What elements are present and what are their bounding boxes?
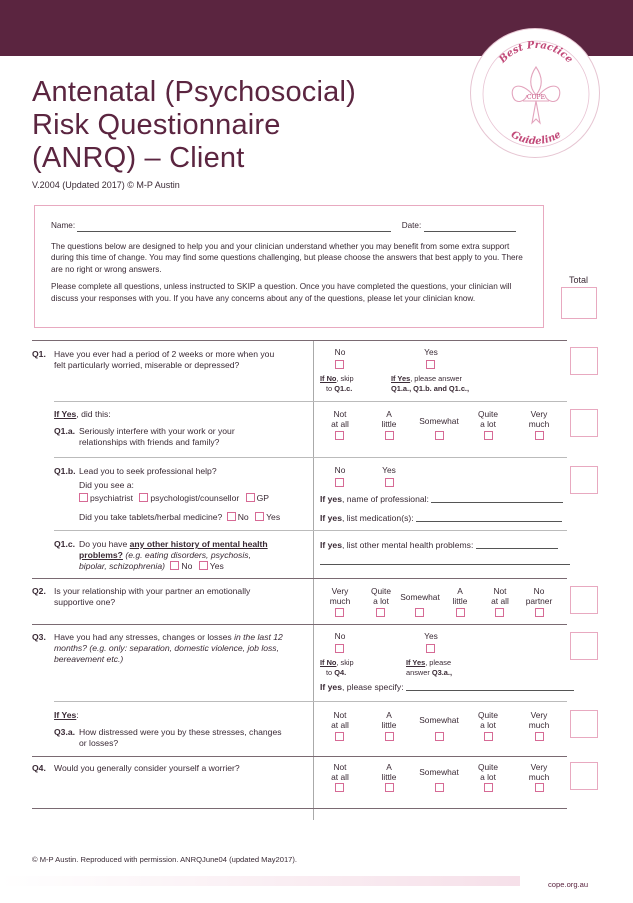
q1a-quite-a-lot-checkbox[interactable] <box>484 431 493 440</box>
section-divider <box>32 340 567 341</box>
list-med-text: , list medication(s): <box>341 513 414 523</box>
q3a-text-line: or losses? <box>79 738 119 748</box>
q1-yes-instruction <box>391 374 511 394</box>
scale-line: little <box>381 771 397 782</box>
q2-text-line: supportive one? <box>54 597 116 607</box>
q1a-text-line: Seriously interfere with your work or your <box>79 426 235 436</box>
q1c-text <box>79 539 299 572</box>
scale-line: Quite <box>370 586 392 596</box>
q1a-intro <box>54 409 111 420</box>
tablets-no-checkbox[interactable] <box>227 512 236 521</box>
scale-line: much <box>528 719 550 730</box>
q1a-text <box>79 426 235 448</box>
tablets-question <box>79 512 280 523</box>
svg-text:Guideline <box>509 129 563 147</box>
q1-yes-checkbox[interactable] <box>426 360 435 369</box>
q1c-no-label: No <box>181 561 193 571</box>
q3-yes-label: Yes <box>424 631 438 641</box>
column-divider <box>313 340 314 820</box>
scale-line: Very <box>530 409 548 419</box>
scale-line: Very <box>331 586 349 596</box>
q2-no-partner-checkbox[interactable] <box>535 608 544 617</box>
q1b-yes-label: Yes <box>382 465 396 475</box>
q4-somewhat-checkbox[interactable] <box>435 783 444 792</box>
q3-text <box>54 632 309 665</box>
q1-no-label: No <box>334 347 346 357</box>
q3a-text-line: How distressed were you by these stresses, changes <box>79 727 282 737</box>
scale-line: at all <box>331 771 349 782</box>
q3-text-part: months? (e.g. only: separation, domestic violence, job loss, <box>54 643 279 653</box>
q3a-text <box>79 727 282 749</box>
q2-very-much-checkbox[interactable] <box>335 608 344 617</box>
q1b-score-box[interactable] <box>570 466 598 494</box>
psychiatrist-checkbox[interactable] <box>79 493 88 502</box>
q2-text <box>54 586 250 608</box>
footer-url[interactable]: cope.org.au <box>548 880 589 889</box>
q2-score-box[interactable] <box>570 586 598 614</box>
q2-quite-a-lot-checkbox[interactable] <box>376 608 385 617</box>
scale-line: Quite <box>477 710 499 720</box>
footer-copyright: © M-P Austin. Reproduced with permission. ANRQJune04 (updated May2017). <box>32 855 298 864</box>
q2-very-much-label <box>320 587 360 606</box>
scale-very-much <box>519 711 559 730</box>
total-score-box[interactable] <box>561 287 597 319</box>
scale-somewhat: Somewhat <box>419 715 459 725</box>
if-yes-text: If yes <box>320 513 342 523</box>
footer-bar <box>0 876 520 886</box>
gp-checkbox[interactable] <box>246 493 255 502</box>
q3a-number: Q3.a. <box>54 727 76 737</box>
q1a-somewhat-checkbox[interactable] <box>435 431 444 440</box>
page-title <box>32 76 356 175</box>
if-yes-text: If Yes <box>406 658 426 667</box>
q1c-text-part: (e.g. eating disorders, psychosis, <box>125 550 251 560</box>
scale-line: at all <box>331 418 349 429</box>
answer-target: Q3.a., <box>431 668 453 677</box>
scale-not-at-all <box>320 763 360 782</box>
colon-text: : <box>76 710 79 720</box>
if-yes-text: If yes <box>320 682 342 692</box>
scale-not-at-all <box>320 410 360 429</box>
q1b-professional-options <box>79 493 269 504</box>
if-yes-text: If Yes <box>54 710 77 720</box>
psychiatrist-label: psychiatrist <box>90 493 133 503</box>
subsection-divider <box>54 530 567 531</box>
scale-line: little <box>452 595 468 606</box>
scale-line: Quite <box>477 762 499 772</box>
scale-line: A <box>386 409 392 419</box>
scale-somewhat: Somewhat <box>419 767 459 777</box>
q2-somewhat-checkbox[interactable] <box>415 608 424 617</box>
scale-somewhat: Somewhat <box>419 416 459 426</box>
scale-line: little <box>381 418 397 429</box>
q2-text-line: Is your relationship with your partner an emotionally <box>54 586 251 596</box>
if-yes-text: If Yes <box>54 409 77 419</box>
scale-a-little <box>369 410 409 429</box>
other-problems-input-2[interactable] <box>320 556 570 565</box>
scale-line: a lot <box>480 418 496 429</box>
q1b-number: Q1.b. <box>54 466 76 476</box>
best-practice-seal <box>470 28 600 158</box>
total-label: Total <box>569 275 589 285</box>
skip-target: Q1.c. <box>334 384 353 393</box>
q1-number: Q1. <box>32 349 46 359</box>
q3a-somewhat-checkbox[interactable] <box>435 732 444 741</box>
title-line-3: (ANRQ) – Client <box>32 142 245 174</box>
answer-targets: Q1.a., Q1.b. and Q1.c., <box>391 384 470 393</box>
tablets-yes-checkbox[interactable] <box>255 512 264 521</box>
q4-not-at-all-checkbox[interactable] <box>335 783 344 792</box>
q3-number: Q3. <box>32 632 46 642</box>
q3-score-box[interactable] <box>570 632 598 660</box>
other-problems-line-2 <box>320 556 570 567</box>
skip-text: , skip <box>336 374 354 383</box>
q4-text: Would you generally consider yourself a worrier? <box>54 763 240 773</box>
date-field[interactable] <box>424 231 516 232</box>
q3-specify-input[interactable] <box>406 682 574 691</box>
q1-text-line: felt particularly worried, miserable or depressed? <box>54 360 240 370</box>
q1-no-checkbox[interactable] <box>335 360 344 369</box>
name-prof-text: , name of professional: <box>341 494 429 504</box>
q1c-yes-checkbox[interactable] <box>199 561 208 570</box>
q3-yes-checkbox[interactable] <box>426 644 435 653</box>
if-yes-text: If yes <box>320 540 342 550</box>
q1c-yes-label: Yes <box>209 561 224 571</box>
svg-text:Best Practice <box>497 40 575 66</box>
scale-line: A <box>457 586 463 596</box>
scale-a-little <box>369 763 409 782</box>
q3-text-part: in the last 12 <box>234 632 283 642</box>
section-divider <box>32 624 567 625</box>
q1b-text: Lead you to seek professional help? <box>79 466 217 476</box>
specify-text: , please specify: <box>341 682 404 692</box>
psychologist-label: psychologist/counsellor <box>150 493 240 503</box>
psychologist-checkbox[interactable] <box>139 493 148 502</box>
section-divider <box>32 756 567 757</box>
scale-very-much <box>519 763 559 782</box>
tablets-text: Did you take tablets/herbal medicine? <box>79 512 223 522</box>
q1-text-line: Have you ever had a period of 2 weeks or more when you <box>54 349 275 359</box>
q1a-not-at-all-checkbox[interactable] <box>335 431 344 440</box>
please-text: , please <box>425 658 452 667</box>
q4-score-box[interactable] <box>570 762 598 790</box>
q1c-text-part: problems? <box>79 550 123 560</box>
if-no-text: If No <box>320 374 337 383</box>
q3-no-checkbox[interactable] <box>335 644 344 653</box>
scale-not-at-all <box>320 711 360 730</box>
scale-quite-a-lot <box>468 410 508 429</box>
intro-paragraph-2: Please complete all questions, unless instructed to SKIP a question. Once you have completed the questions, your clinician will discuss your responses with you. If you have any concerns about any of the questions, please let your clinician know. <box>51 282 512 303</box>
scale-line: at all <box>331 719 349 730</box>
q1c-text-part: Do you have <box>79 539 128 549</box>
other-problems-field <box>320 540 558 551</box>
skip-target: Q4. <box>334 668 347 677</box>
subsection-divider <box>54 701 567 702</box>
other-problems-input[interactable] <box>476 540 558 549</box>
q3a-quite-a-lot-checkbox[interactable] <box>484 732 493 741</box>
q4-number: Q4. <box>32 763 46 773</box>
seal-top-text: Best Practice <box>497 39 575 66</box>
q3a-score-box[interactable] <box>570 710 598 738</box>
scale-line: at all <box>491 595 509 606</box>
list-other-text: , list other mental health problems: <box>341 540 474 550</box>
seal-middle-text: COPE <box>527 94 545 101</box>
medication-input[interactable] <box>416 513 562 522</box>
tablets-yes-label: Yes <box>266 512 281 522</box>
if-yes-text: If yes <box>320 494 342 504</box>
scale-line: Not <box>333 710 347 720</box>
scale-line: a lot <box>480 719 496 730</box>
version-text: V.2004 (Updated 2017) © M-P Austin <box>32 180 180 190</box>
medication-field <box>320 513 562 524</box>
q2-not-at-all-checkbox[interactable] <box>495 608 504 617</box>
scale-line: Not <box>333 762 347 772</box>
q3-specify-field <box>320 682 574 693</box>
q1c-text-part: bipolar, schizophrenia) <box>79 561 165 571</box>
q2-number: Q2. <box>32 586 46 596</box>
if-no-text: If No <box>320 658 337 667</box>
q1c-text-part: any other history of mental health <box>129 539 268 549</box>
if-yes-text: If Yes <box>391 374 411 383</box>
q4-very-much-checkbox[interactable] <box>535 783 544 792</box>
q2-a-little-checkbox[interactable] <box>456 608 465 617</box>
date-label: Date: <box>401 221 422 230</box>
section-divider <box>32 578 567 579</box>
did-you-see-text: Did you see a: <box>79 480 134 490</box>
q3-no-label: No <box>334 631 346 641</box>
q3-text-part: Have you had any stresses, changes or losses <box>54 632 232 642</box>
q1a-number: Q1.a. <box>54 426 76 436</box>
title-line-1: Antenatal (Psychosocial) <box>32 76 356 108</box>
subsection-divider <box>54 401 567 402</box>
q4-quite-a-lot-checkbox[interactable] <box>484 783 493 792</box>
scale-line: little <box>381 719 397 730</box>
q1a-text-line: relationships with friends and family? <box>79 437 220 447</box>
gp-label: GP <box>256 493 270 503</box>
q3a-intro <box>54 710 79 721</box>
q1-yes-label: Yes <box>424 347 438 357</box>
to-text: to <box>326 384 333 393</box>
scale-quite-a-lot <box>468 711 508 730</box>
scale-line: Quite <box>477 409 499 419</box>
tablets-no-label: No <box>237 512 249 522</box>
name-field[interactable] <box>77 231 391 232</box>
scale-line: Very <box>530 762 548 772</box>
q1a-score-box[interactable] <box>570 409 598 437</box>
scale-line: Not <box>493 586 507 596</box>
scale-line: partner <box>525 595 553 606</box>
scale-line: Not <box>333 409 347 419</box>
q1a-very-much-checkbox[interactable] <box>535 431 544 440</box>
q2-somewhat-label: Somewhat <box>400 592 440 602</box>
scale-a-little <box>369 711 409 730</box>
scale-line: much <box>528 771 550 782</box>
q3a-a-little-checkbox[interactable] <box>385 732 394 741</box>
did-this-text: , did this: <box>76 409 111 419</box>
answer-text: , please answer <box>410 374 462 383</box>
q3a-not-at-all-checkbox[interactable] <box>335 732 344 741</box>
scale-line: A <box>386 710 392 720</box>
scale-quite-a-lot <box>468 763 508 782</box>
scale-line: a lot <box>373 595 389 606</box>
title-line-2: Risk Questionnaire <box>32 109 281 141</box>
scale-line: Very <box>530 710 548 720</box>
q2-no-partner-label <box>519 587 559 606</box>
professional-name-field <box>320 494 563 505</box>
seal-graphic <box>471 29 601 159</box>
q3-yes-instruction <box>406 658 486 678</box>
scale-line: much <box>528 418 550 429</box>
scale-line: a lot <box>480 771 496 782</box>
scale-line: much <box>329 595 351 606</box>
q2-not-at-all-label <box>480 587 520 606</box>
q1b-no-label: No <box>334 465 346 475</box>
q1c-no-checkbox[interactable] <box>170 561 179 570</box>
q2-a-little-label <box>440 587 480 606</box>
section-divider <box>32 808 567 809</box>
q3a-very-much-checkbox[interactable] <box>535 732 544 741</box>
intro-box <box>34 205 544 328</box>
intro-paragraph-1: The questions below are designed to help you and your clinician understand whether you may benefit from some extra support during this time of change. You may find some questions challenging, but please choose the answers that best apply to you. There are no right or wrong answers. <box>51 241 523 274</box>
q3-no-instruction <box>320 658 380 678</box>
q1c-number: Q1.c. <box>54 539 76 549</box>
q1-text <box>54 349 274 371</box>
q4-a-little-checkbox[interactable] <box>385 783 394 792</box>
q1a-a-little-checkbox[interactable] <box>385 431 394 440</box>
q1-no-instruction <box>320 374 380 394</box>
skip-text: , skip <box>336 658 354 667</box>
professional-name-input[interactable] <box>431 494 563 503</box>
subsection-divider <box>54 457 567 458</box>
q3-text-part: bereavement etc.) <box>54 654 124 664</box>
seal-bottom-text: Guideline <box>508 129 564 148</box>
scale-line: A <box>386 762 392 772</box>
scale-very-much <box>519 410 559 429</box>
name-label: Name: <box>51 221 76 230</box>
q1-score-box[interactable] <box>570 347 598 375</box>
scale-line: No <box>533 586 545 596</box>
to-text: to <box>326 668 333 677</box>
answer-text: answer <box>406 668 430 677</box>
q1b-no-checkbox[interactable] <box>335 478 344 487</box>
q1b-yes-checkbox[interactable] <box>385 478 394 487</box>
